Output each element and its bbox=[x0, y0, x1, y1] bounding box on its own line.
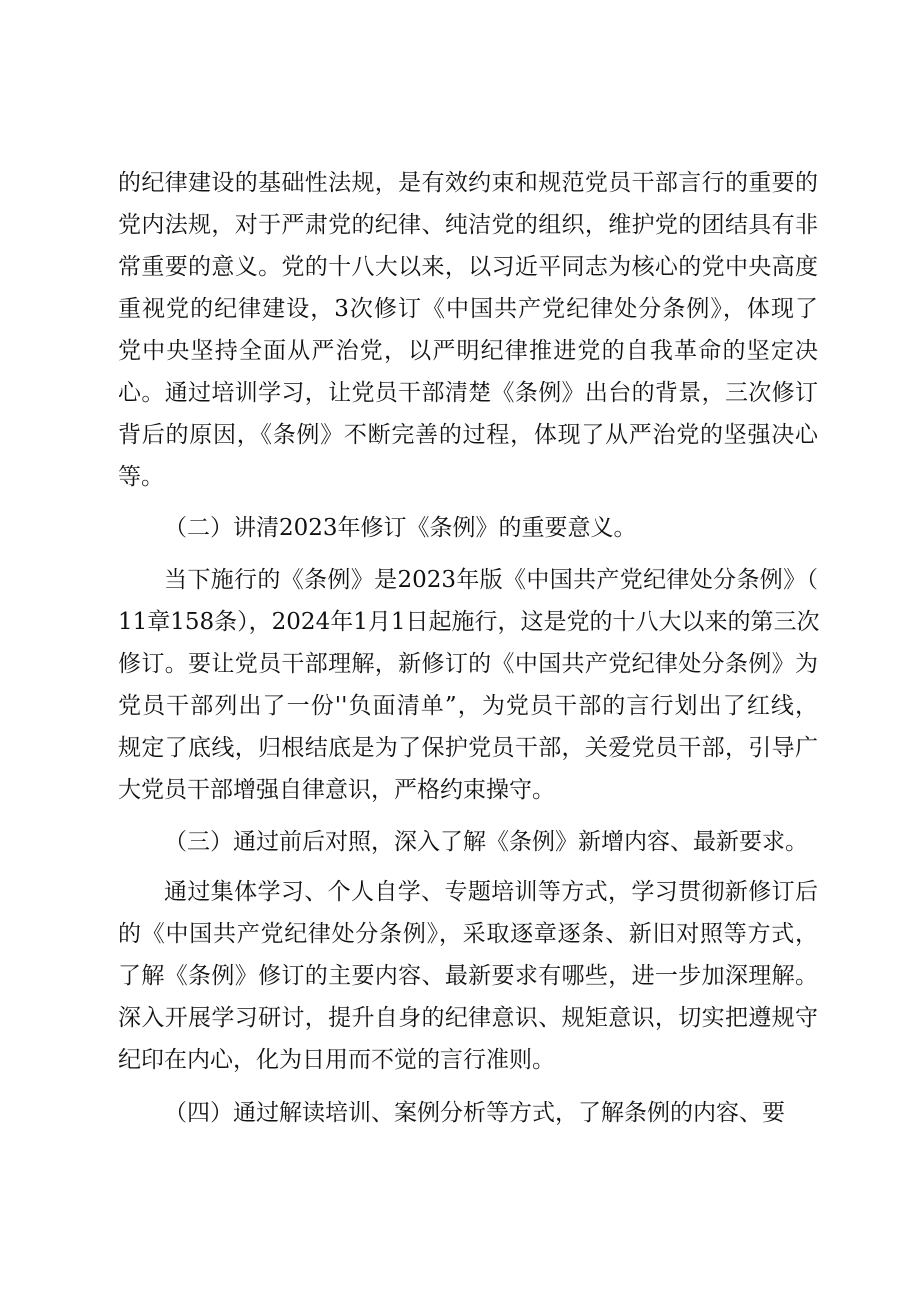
body-line: 了解《条例》修订的主要内容、最新要求有哪些，进一步加深理解。 bbox=[118, 963, 818, 989]
body-line: 当下施行的《条例》是2023年版《中国共产党纪律处分条例》（ bbox=[164, 567, 818, 593]
body-line: 修订。要让党员干部理解，新修订的《中国共产党纪律处分条例》为 bbox=[118, 651, 818, 677]
section-heading: （二）讲清2023年修订《条例》的重要意义。 bbox=[164, 515, 637, 541]
body-line: 重视党的纪律建设，3次修订《中国共产党纪律处分条例》，体现了 bbox=[118, 296, 818, 322]
body-line: 党内法规，对于严肃党的纪律、纯洁党的组织，维护党的团结具有非 bbox=[118, 212, 818, 238]
body-line: 纪印在内心，化为日用而不觉的言行准则。 bbox=[118, 1047, 555, 1073]
section-heading: （三）通过前后对照，深入了解《条例》新增内容、最新要求。 bbox=[164, 829, 808, 855]
body-line: 的纪律建设的基础性法规，是有效约束和规范党员干部言行的重要的 bbox=[118, 170, 818, 196]
body-line: 深入开展学习研讨，提升自身的纪律意识、规矩意识，切实把遵规守 bbox=[118, 1005, 818, 1031]
body-line: 常重要的意义。党的十八大以来，以习近平同志为核心的党中央高度 bbox=[118, 254, 818, 280]
body-line: 的《中国共产党纪律处分条例》，采取逐章逐条、新旧对照等方式， bbox=[118, 921, 818, 947]
body-line: 心。通过培训学习，让党员干部清楚《条例》出台的背景，三次修订 bbox=[118, 380, 818, 406]
body-line: 等。 bbox=[118, 464, 164, 490]
body-line: 11章158条），2024年1月1日起施行，这是党的十八大以来的第三次 bbox=[118, 609, 820, 635]
body-line: 党中央坚持全面从严治党，以严明纪律推进党的自我革命的坚定决 bbox=[118, 338, 818, 364]
section-heading: （四）通过解读培训、案例分析等方式，了解条例的内容、要 bbox=[164, 1100, 785, 1126]
body-line: 通过集体学习、个人自学、专题培训等方式，学习贯彻新修订后 bbox=[164, 879, 818, 905]
body-line: 规定了底线，归根结底是为了保护党员干部，关爱党员干部，引导广 bbox=[118, 735, 818, 761]
body-line: 党员干部列出了一份''负面清单”，为党员干部的言行划出了红线， bbox=[118, 693, 818, 719]
body-line: 背后的原因，《条例》不断完善的过程，体现了从严治党的坚强决心 bbox=[118, 422, 818, 448]
body-line: 大党员干部增强自律意识，严格约束操守。 bbox=[118, 777, 555, 803]
